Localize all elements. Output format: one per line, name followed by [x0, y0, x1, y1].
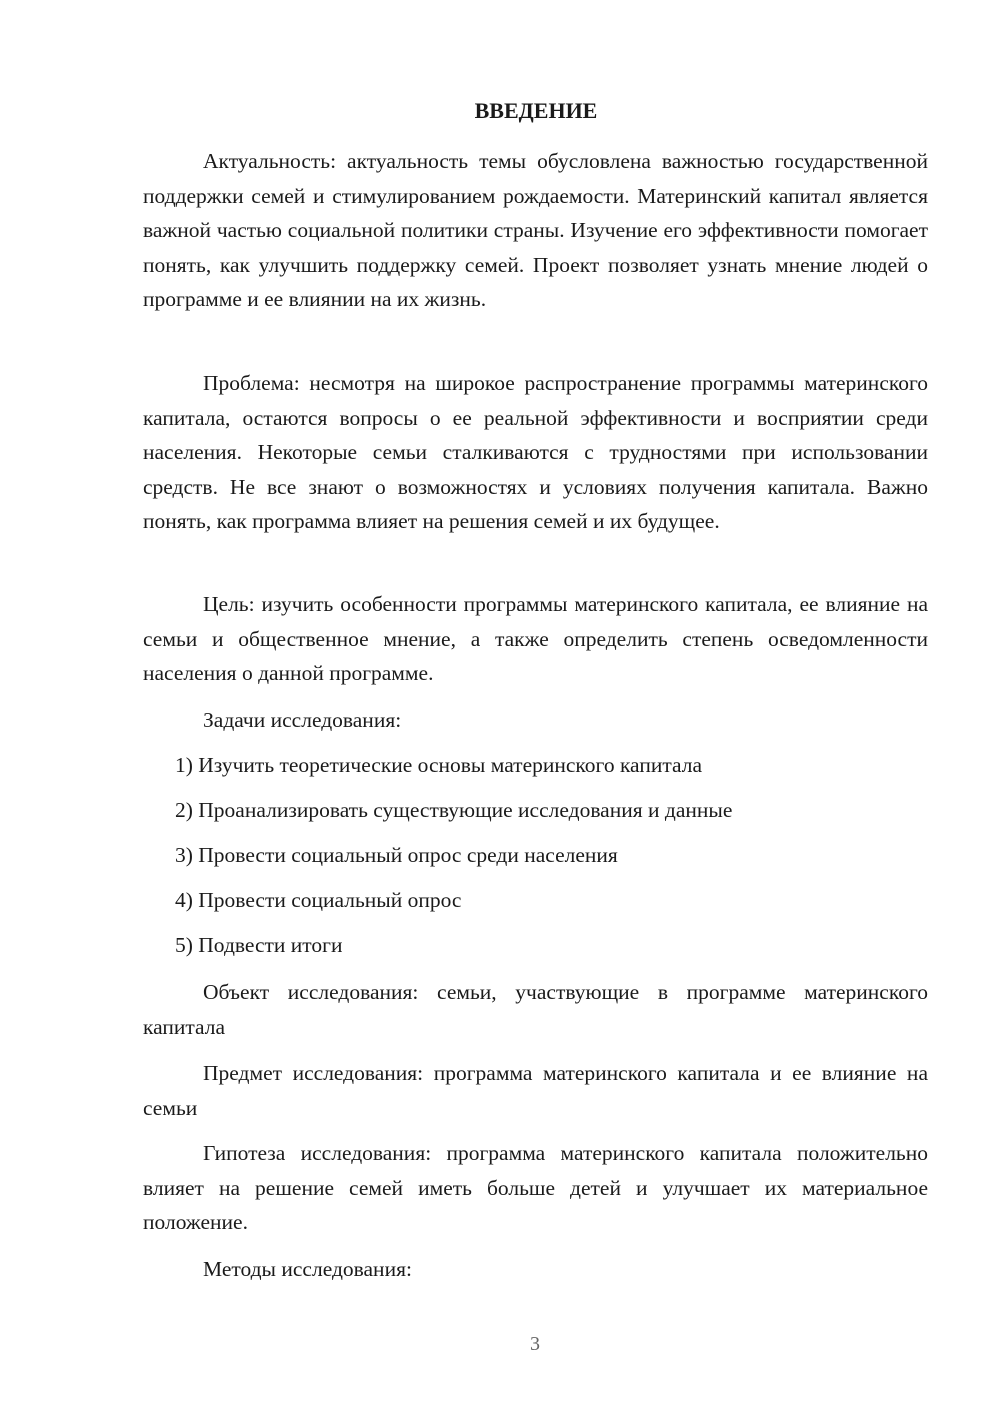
paragraph-problem: Проблема: несмотря на широкое распространение программы материнского капитала, остаются вопросы о ее реальной эффективности и восприятии среди населения. Некоторые семьи сталкиваются с трудностями при использовании средств. Не все знают о возможностях и условиях получения капитала. Важно понять, как программа влияет на решения семей и их будущее. [143, 371, 928, 534]
section-heading: ВВЕДЕНИЕ [474, 98, 598, 123]
paragraph-object: Объект исследования: семьи, участвующие в программе материнского капитала [143, 980, 928, 1039]
task-item-5: 5) Подвести итоги [175, 933, 343, 957]
paragraph-goal: Цель: изучить особенности программы материнского капитала, ее влияние на семьи и общественное мнение, а также определить степень осведомленности населения о данной программе. [143, 592, 928, 686]
paragraph-hypothesis: Гипотеза исследования: программа материнского капитала положительно влияет на решение семей иметь больше детей и улучшает их материальное положение. [143, 1141, 928, 1235]
methods-title: Методы исследования: [203, 1257, 412, 1281]
task-item-4: 4) Провести социальный опрос [175, 888, 462, 912]
task-item-2: 2) Проанализировать существующие исследования и данные [175, 798, 733, 822]
page-number: 3 [530, 1333, 540, 1355]
tasks-title: Задачи исследования: [203, 708, 402, 732]
task-item-3: 3) Провести социальный опрос среди населения [175, 843, 618, 867]
paragraph-subject: Предмет исследования: программа материнского капитала и ее влияние на семьи [143, 1061, 928, 1120]
paragraph-relevance: Актуальность: актуальность темы обусловлена важностью государственной поддержки семей и стимулированием рождаемости. Материнский капитал является важной частью социальной политики страны. Изучение его эффективности помогает понять, как улучшить поддержку семей. Проект позволяет узнать мнение людей о программе и ее влиянии на их жизнь. [143, 149, 928, 312]
task-item-1: 1) Изучить теоретические основы материнского капитала [175, 753, 702, 777]
